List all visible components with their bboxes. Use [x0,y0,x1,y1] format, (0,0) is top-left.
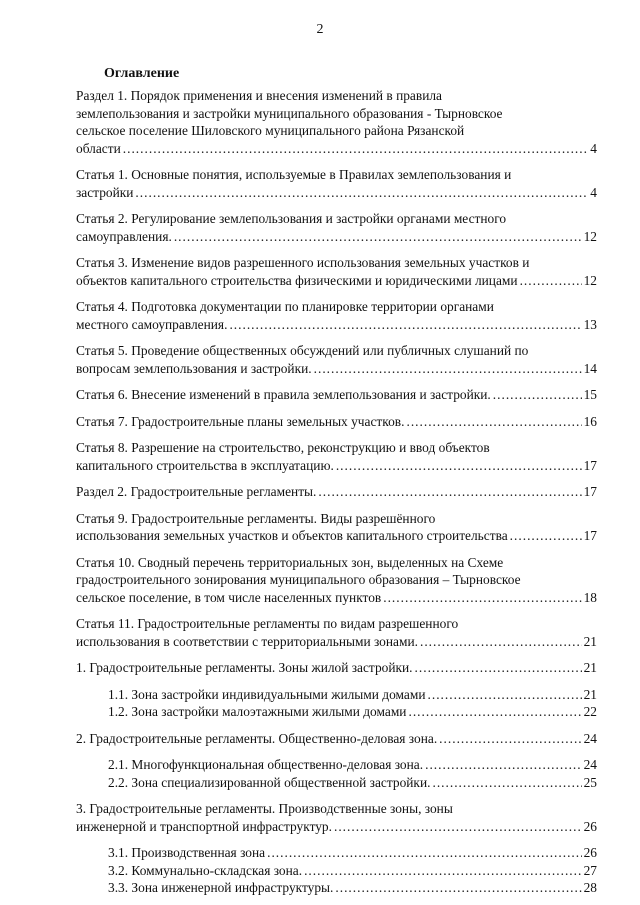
page-number: 2 [316,22,324,37]
dot-leader [135,184,588,202]
dot-leader [420,633,582,651]
entry-last-line: сельское поселение, в том числе населенных пунктов [76,589,382,605]
dot-leader [510,527,582,545]
entry-last-line: объектов капитального строительства физическими и юридическими лицами [76,272,518,288]
entry-line: Статья 2. Регулирование землепользования и застройки органами местного [76,211,507,226]
dot-leader [520,272,582,290]
entry-last-line: Статья 6. Внесение изменений в правила землепользования и застройки. [76,387,491,402]
toc-entry-zone-3-1 [108,844,597,862]
dot-leader [383,589,581,607]
entry-line: Статья 9. Градостроительные регламенты. Виды разрешённого [76,510,436,526]
entry-last-line: Статья 7. Градостроительные планы земельных участков. [76,413,405,429]
entry-last-line: использования земельных участков и объектов капитального строительства [76,528,508,543]
entry-page: 28 [583,880,597,895]
entry-last-line: вопросам землепользования и застройки. [76,360,312,376]
entry-line: Статья 11. Градостроительные регламенты по видам разрешенного [76,616,459,631]
entry-page: 21 [583,686,597,702]
toc-entry-article-5 [76,342,597,377]
toc-entry-article-3 [76,254,597,289]
toc-entry-article-10 [76,554,597,607]
toc-entry-section-1 [76,87,597,157]
dot-leader [304,862,582,880]
toc-entry-zone-2-1 [108,756,597,774]
toc-entry-section-2 [76,483,597,501]
entry-line: Статья 4. Подготовка документации по планировке территории органами [76,299,494,314]
dot-leader [174,228,582,246]
entry-page: 16 [583,413,597,429]
entry-line: Статья 5. Проведение общественных обсуждений или публичных слушаний по [76,343,529,358]
toc-title: Оглавление [104,66,180,81]
entry-page: 12 [583,272,597,288]
entry-last-line: местного самоуправления. [76,316,228,332]
entry-last-line: 1.1. Зона застройки индивидуальными жилыми домами [108,686,426,702]
entry-page: 14 [583,360,597,376]
table-of-contents [76,87,597,897]
dot-leader [408,703,581,721]
dot-leader [123,140,589,158]
toc-entry-article-6 [76,386,597,404]
entry-page: 12 [583,228,597,244]
toc-entry-zone-2-2 [108,774,597,792]
toc-entry-zone-3-2 [108,862,597,880]
entry-page: 21 [583,633,597,649]
entry-line: землепользования и застройки муниципального образования - Тырновское [76,105,503,121]
toc-entry-article-2 [76,210,597,245]
entry-page: 17 [583,457,597,473]
entry-last-line: использования в соответствии с территориальными зонами. [76,633,418,649]
entry-last-line: самоуправления. [76,228,172,244]
entry-last-line: 1. Градостроительные регламенты. Зоны жилой застройки. [76,660,413,675]
toc-entry-article-8 [76,439,597,474]
entry-page: 17 [583,528,597,543]
entry-line: градостроительного зонирования муниципального образования – Тырновское [76,572,521,587]
dot-leader [415,659,582,677]
dot-leader [335,879,581,897]
entry-line: 3. Градостроительные регламенты. Производственные зоны, зоны [76,801,453,816]
entry-line: Статья 1. Основные понятия, используемые в Правилах землепользования и [76,167,512,182]
entry-last-line: 1.2. Зона застройки малоэтажными жилыми домами [108,704,407,719]
entry-last-line: инженерной и транспортной инфраструктур. [76,818,332,834]
entry-last-line: Раздел 2. Градостроительные регламенты. [76,484,317,499]
dot-leader [318,483,581,501]
dot-leader [439,730,581,748]
entry-last-line: 3.2. Коммунально-складская зона. [108,862,303,878]
dot-leader [493,386,582,404]
entry-last-line: капитального строительства в эксплуатацию. [76,457,334,473]
entry-page: 26 [583,818,597,834]
toc-entry-regulation-1 [76,659,597,677]
toc-entry-article-11 [76,615,597,650]
entry-page: 24 [583,757,597,772]
entry-page: 25 [583,774,597,790]
dot-leader [267,844,582,862]
toc-entry-regulation-2 [76,730,597,748]
entry-line: сельское поселение Шиловского муниципального района Рязанской [76,123,465,138]
entry-last-line: 3.1. Производственная зона [108,845,266,860]
dot-leader [229,316,581,334]
toc-entry-zone-1-2 [108,703,597,721]
entry-line: Статья 8. Разрешение на строительство, реконструкцию и ввод объектов [76,440,490,455]
toc-entry-article-7 [76,413,597,431]
entry-line: Раздел 1. Порядок применения и внесения изменений в правила [76,88,442,103]
entry-last-line: области [76,140,121,156]
entry-last-line: 2.1. Многофункциональная общественно-деловая зона. [108,757,424,772]
toc-entry-regulation-3 [76,800,597,835]
entry-page: 24 [583,730,597,746]
dot-leader [334,818,582,836]
entry-last-line: 2. Градостроительные регламенты. Общественно-деловая зона. [76,730,438,746]
entry-page: 21 [583,660,597,675]
entry-line: Статья 3. Изменение видов разрешенного использования земельных участков и [76,255,530,270]
entry-page: 15 [583,387,597,402]
entry-page: 27 [583,862,597,878]
dot-leader [314,360,582,378]
entry-page: 4 [590,184,597,200]
entry-last-line: застройки [76,184,134,200]
dot-leader [425,756,582,774]
entry-page: 4 [590,140,597,156]
entry-page: 18 [583,589,597,605]
dot-leader [406,413,581,431]
entry-line: Статья 10. Сводный перечень территориальных зон, выделенных на Схеме [76,554,504,570]
entry-last-line: 2.2. Зона специализированной общественной застройки. [108,774,431,790]
entry-last-line: 3.3. Зона инженерной инфраструктуры. [108,880,334,895]
entry-page: 26 [583,845,597,860]
dot-leader [428,686,582,704]
toc-entry-zone-1-1 [108,686,597,704]
toc-entry-zone-3-3 [108,879,597,897]
dot-leader [432,774,581,792]
entry-page: 13 [583,316,597,332]
entry-page: 22 [583,704,597,719]
toc-entry-article-4 [76,298,597,333]
entry-page: 17 [583,484,597,499]
toc-entry-article-9 [76,510,597,545]
toc-entry-article-1 [76,166,597,201]
dot-leader [336,457,582,475]
